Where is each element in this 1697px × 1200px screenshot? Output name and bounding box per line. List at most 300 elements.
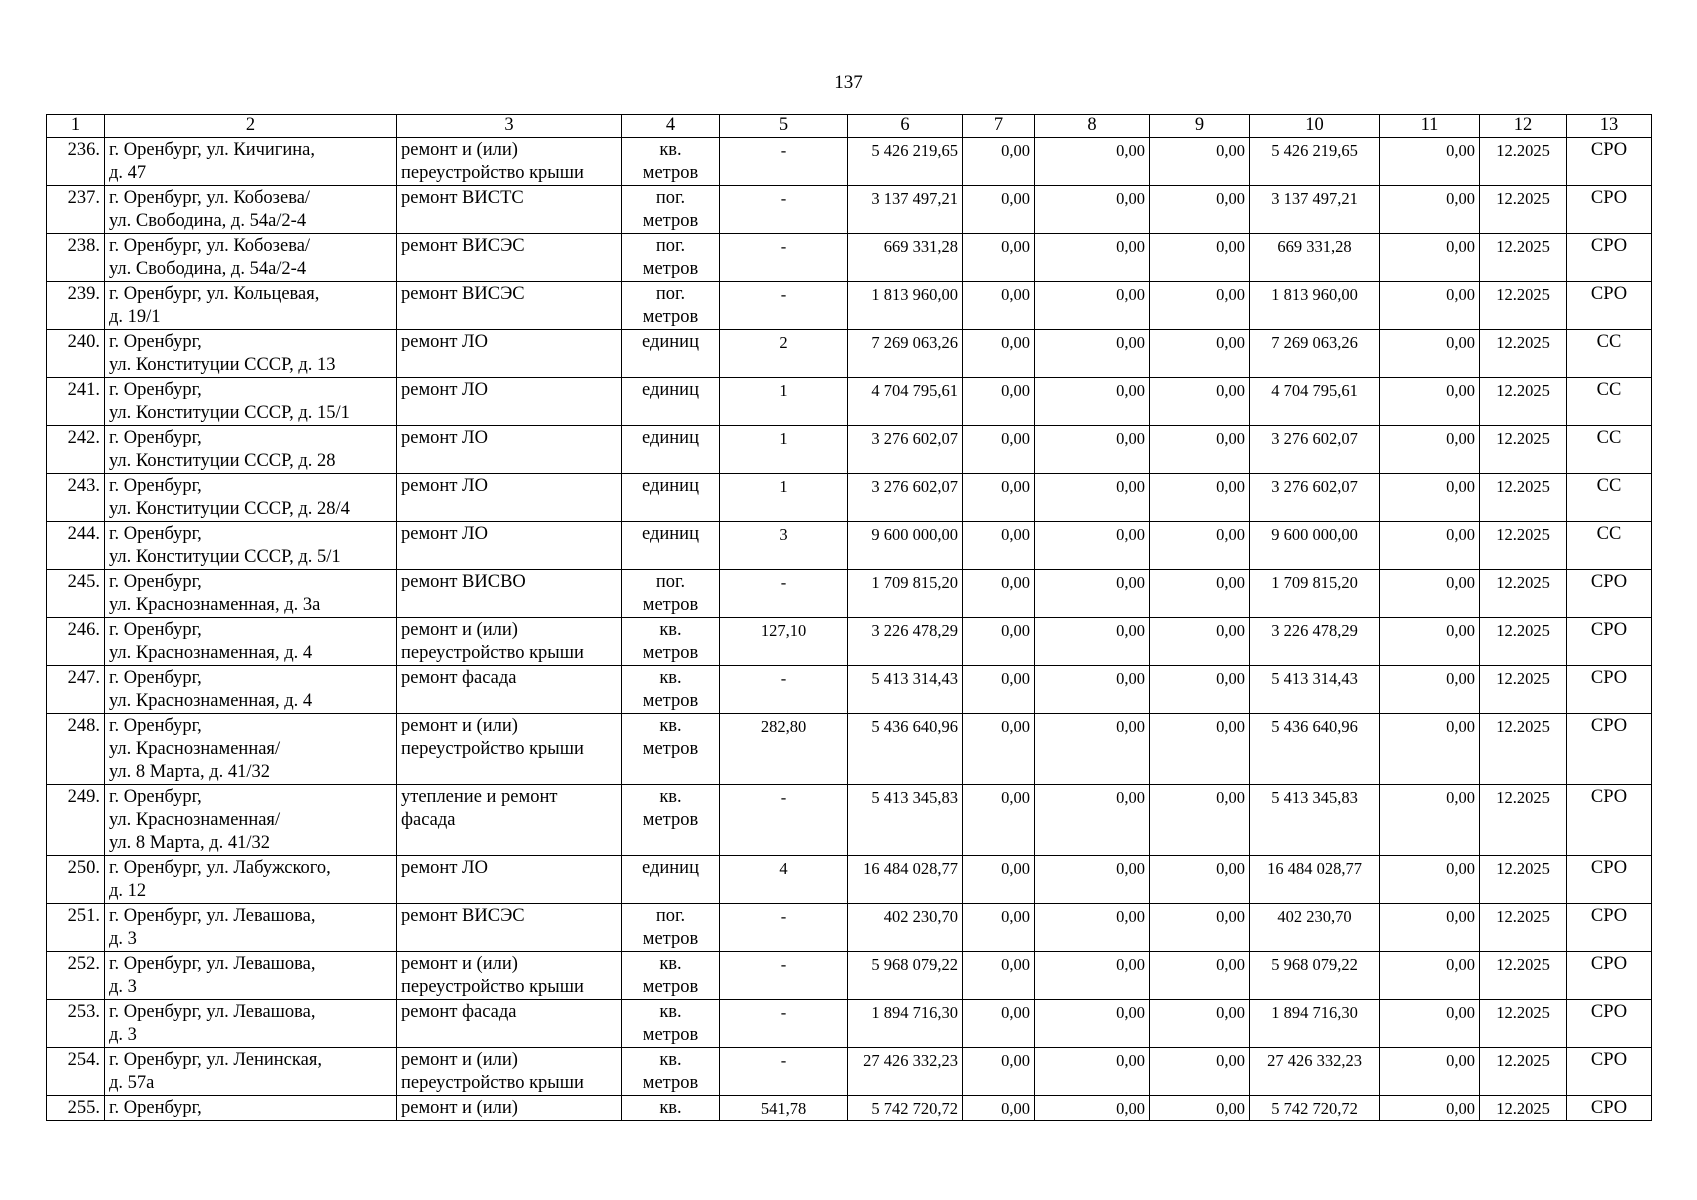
amount-cell-7: 0,00 <box>963 666 1035 714</box>
unit-cell <box>622 1096 720 1121</box>
address-cell <box>105 570 397 618</box>
amount-cell-7: 0,00 <box>963 904 1035 952</box>
column-header: 13 <box>1567 115 1652 138</box>
table-row <box>47 714 1652 785</box>
amount-cell-8: 0,00 <box>1035 138 1150 186</box>
quantity-cell: 282,80 <box>720 714 848 785</box>
address-cell-line: ул. Краснознаменная/ <box>109 810 281 830</box>
address-cell-line: г. Оренбург, ул. Лабужского, <box>109 858 331 878</box>
work-type-cell-line: ремонт ВИСЭС <box>401 236 525 256</box>
total-cost-cell: 5 413 345,83 <box>848 785 963 856</box>
unit-cell-line: пог. <box>655 572 686 592</box>
amount-cell-7: 0,00 <box>963 1000 1035 1048</box>
address-cell-line: д. 19/1 <box>109 307 161 327</box>
amount-cell-8: 0,00 <box>1035 474 1150 522</box>
unit-cell <box>622 618 720 666</box>
amount-cell-9: 0,00 <box>1150 1048 1250 1096</box>
row-number-cell: 238. <box>47 234 105 282</box>
completion-date-cell: 12.2025 <box>1480 330 1567 378</box>
total-cost-cell: 5 413 314,43 <box>848 666 963 714</box>
unit-cell-line: метров <box>642 643 699 663</box>
row-number-cell: 255. <box>47 1096 105 1121</box>
amount-cell-11: 0,00 <box>1380 138 1480 186</box>
work-type-cell-line: ремонт ЛО <box>401 858 488 878</box>
amount-cell-11: 0,00 <box>1380 1048 1480 1096</box>
amount-cell-7: 0,00 <box>963 1096 1035 1121</box>
funding-method-cell: СРО <box>1567 234 1652 282</box>
address-cell-line: д. 3 <box>109 977 137 997</box>
row-number-cell: 243. <box>47 474 105 522</box>
table-row <box>47 570 1652 618</box>
funding-method-cell: СРО <box>1567 904 1652 952</box>
work-type-cell <box>397 904 622 952</box>
amount-cell-10: 1 813 960,00 <box>1250 282 1380 330</box>
unit-cell-line: кв. <box>659 668 682 688</box>
funding-method-cell: СРО <box>1567 1048 1652 1096</box>
amount-cell-9: 0,00 <box>1150 138 1250 186</box>
amount-cell-9: 0,00 <box>1150 234 1250 282</box>
address-cell-line: д. 3 <box>109 929 137 949</box>
address-cell <box>105 856 397 904</box>
table-row <box>47 1048 1652 1096</box>
address-cell-line: г. Оренбург, ул. Кобозева/ <box>109 188 311 208</box>
row-number-cell: 236. <box>47 138 105 186</box>
unit-cell <box>622 856 720 904</box>
column-header: 6 <box>848 115 963 138</box>
table-row <box>47 186 1652 234</box>
amount-cell-10: 1 894 716,30 <box>1250 1000 1380 1048</box>
completion-date-cell: 12.2025 <box>1480 785 1567 856</box>
address-cell-line: г. Оренбург, <box>109 428 202 448</box>
address-cell-line: ул. Краснознаменная, д. 3а <box>109 595 321 615</box>
amount-cell-9: 0,00 <box>1150 1096 1250 1121</box>
amount-cell-8: 0,00 <box>1035 522 1150 570</box>
quantity-cell: 1 <box>720 426 848 474</box>
completion-date-cell: 12.2025 <box>1480 714 1567 785</box>
work-type-cell <box>397 856 622 904</box>
work-type-cell-line: переустройство крыши <box>401 163 584 183</box>
amount-cell-10: 3 276 602,07 <box>1250 426 1380 474</box>
work-type-cell-line: ремонт ЛО <box>401 332 488 352</box>
amount-cell-10: 402 230,70 <box>1250 904 1380 952</box>
row-number-cell: 245. <box>47 570 105 618</box>
quantity-cell: - <box>720 234 848 282</box>
table-row <box>47 904 1652 952</box>
total-cost-cell: 3 137 497,21 <box>848 186 963 234</box>
unit-cell-line: пог. <box>655 188 686 208</box>
completion-date-cell: 12.2025 <box>1480 522 1567 570</box>
amount-cell-8: 0,00 <box>1035 282 1150 330</box>
column-number-row <box>47 115 1652 138</box>
table-row <box>47 856 1652 904</box>
work-type-cell-line: ремонт ВИСЭС <box>401 284 525 304</box>
column-header: 9 <box>1150 115 1250 138</box>
amount-cell-11: 0,00 <box>1380 904 1480 952</box>
unit-cell-line: кв. <box>659 140 682 160</box>
address-cell <box>105 714 397 785</box>
address-cell-line: г. Оренбург, ул. Ленинская, <box>109 1050 322 1070</box>
column-header: 12 <box>1480 115 1567 138</box>
work-type-cell <box>397 785 622 856</box>
amount-cell-8: 0,00 <box>1035 904 1150 952</box>
column-header: 11 <box>1380 115 1480 138</box>
address-cell-line: ул. Конституции СССР, д. 13 <box>109 355 336 375</box>
work-type-cell <box>397 378 622 426</box>
amount-cell-11: 0,00 <box>1380 426 1480 474</box>
work-type-cell <box>397 1048 622 1096</box>
work-type-cell-line: ремонт ВИСЭС <box>401 906 525 926</box>
work-type-cell <box>397 1000 622 1048</box>
amount-cell-8: 0,00 <box>1035 1048 1150 1096</box>
unit-cell <box>622 1048 720 1096</box>
row-number-cell: 253. <box>47 1000 105 1048</box>
funding-method-cell: СРО <box>1567 856 1652 904</box>
completion-date-cell: 12.2025 <box>1480 138 1567 186</box>
funding-method-cell: СРО <box>1567 666 1652 714</box>
address-cell <box>105 330 397 378</box>
amount-cell-10: 669 331,28 <box>1250 234 1380 282</box>
quantity-cell: 1 <box>720 474 848 522</box>
work-type-cell-line: ремонт фасада <box>401 1002 517 1022</box>
unit-cell <box>622 330 720 378</box>
unit-cell <box>622 666 720 714</box>
unit-cell-line: метров <box>642 595 699 615</box>
row-number-cell: 252. <box>47 952 105 1000</box>
address-cell <box>105 904 397 952</box>
row-number-cell: 248. <box>47 714 105 785</box>
address-cell-line: г. Оренбург, <box>109 1098 202 1118</box>
work-type-cell-line: ремонт ЛО <box>401 428 488 448</box>
work-type-cell-line: ремонт ЛО <box>401 476 488 496</box>
amount-cell-10: 7 269 063,26 <box>1250 330 1380 378</box>
work-type-cell <box>397 714 622 785</box>
total-cost-cell: 669 331,28 <box>848 234 963 282</box>
total-cost-cell: 4 704 795,61 <box>848 378 963 426</box>
total-cost-cell: 402 230,70 <box>848 904 963 952</box>
unit-cell-line: пог. <box>655 906 686 926</box>
address-cell-line: г. Оренбург, <box>109 668 202 688</box>
amount-cell-9: 0,00 <box>1150 426 1250 474</box>
address-cell-line: ул. 8 Марта, д. 41/32 <box>109 762 271 782</box>
address-cell <box>105 1000 397 1048</box>
amount-cell-8: 0,00 <box>1035 426 1150 474</box>
address-cell-line: д. 3 <box>109 1025 137 1045</box>
amount-cell-8: 0,00 <box>1035 714 1150 785</box>
amount-cell-10: 3 276 602,07 <box>1250 474 1380 522</box>
address-cell-line: ул. Свободина, д. 54а/2-4 <box>109 259 307 279</box>
funding-method-cell: СРО <box>1567 570 1652 618</box>
address-cell <box>105 234 397 282</box>
table-row <box>47 474 1652 522</box>
row-number-cell: 249. <box>47 785 105 856</box>
completion-date-cell: 12.2025 <box>1480 1000 1567 1048</box>
amount-cell-11: 0,00 <box>1380 522 1480 570</box>
completion-date-cell: 12.2025 <box>1480 186 1567 234</box>
table-row <box>47 952 1652 1000</box>
completion-date-cell: 12.2025 <box>1480 234 1567 282</box>
address-cell <box>105 1048 397 1096</box>
amount-cell-11: 0,00 <box>1380 666 1480 714</box>
quantity-cell: - <box>720 282 848 330</box>
funding-method-cell: СРО <box>1567 282 1652 330</box>
amount-cell-9: 0,00 <box>1150 618 1250 666</box>
unit-cell-line: метров <box>642 810 699 830</box>
quantity-cell: - <box>720 570 848 618</box>
amount-cell-7: 0,00 <box>963 426 1035 474</box>
funding-method-cell: СРО <box>1567 1000 1652 1048</box>
address-cell-line: г. Оренбург, ул. Кобозева/ <box>109 236 311 256</box>
address-cell-line: ул. Конституции СССР, д. 5/1 <box>109 547 341 567</box>
amount-cell-7: 0,00 <box>963 618 1035 666</box>
amount-cell-9: 0,00 <box>1150 282 1250 330</box>
amount-cell-11: 0,00 <box>1380 714 1480 785</box>
amount-cell-7: 0,00 <box>963 138 1035 186</box>
table-row <box>47 378 1652 426</box>
work-type-cell <box>397 282 622 330</box>
address-cell-line: г. Оренбург, <box>109 620 202 640</box>
quantity-cell: - <box>720 1048 848 1096</box>
funding-method-cell: СС <box>1567 330 1652 378</box>
table-row <box>47 785 1652 856</box>
work-type-cell <box>397 474 622 522</box>
address-cell-line: г. Оренбург, <box>109 524 202 544</box>
quantity-cell: - <box>720 186 848 234</box>
work-type-cell-line: переустройство крыши <box>401 643 584 663</box>
address-cell-line: г. Оренбург, ул. Левашова, <box>109 906 316 926</box>
unit-cell-line: метров <box>642 739 699 759</box>
total-cost-cell: 1 894 716,30 <box>848 1000 963 1048</box>
unit-cell-line: кв. <box>659 787 682 807</box>
amount-cell-11: 0,00 <box>1380 330 1480 378</box>
amount-cell-11: 0,00 <box>1380 378 1480 426</box>
amount-cell-10: 5 413 345,83 <box>1250 785 1380 856</box>
amount-cell-10: 4 704 795,61 <box>1250 378 1380 426</box>
work-type-cell <box>397 522 622 570</box>
unit-cell <box>622 426 720 474</box>
amount-cell-8: 0,00 <box>1035 186 1150 234</box>
funding-method-cell: СС <box>1567 378 1652 426</box>
table-row <box>47 330 1652 378</box>
work-type-cell-line: ремонт и (или) <box>401 140 518 160</box>
amount-cell-7: 0,00 <box>963 856 1035 904</box>
work-type-cell <box>397 138 622 186</box>
funding-method-cell: СС <box>1567 522 1652 570</box>
amount-cell-11: 0,00 <box>1380 282 1480 330</box>
amount-cell-7: 0,00 <box>963 1048 1035 1096</box>
amount-cell-9: 0,00 <box>1150 904 1250 952</box>
work-type-cell-line: ремонт и (или) <box>401 1098 518 1118</box>
unit-cell-line: кв. <box>659 620 682 640</box>
amount-cell-7: 0,00 <box>963 474 1035 522</box>
table-row <box>47 426 1652 474</box>
table-row <box>47 666 1652 714</box>
amount-cell-10: 3 137 497,21 <box>1250 186 1380 234</box>
work-type-cell-line: ремонт ЛО <box>401 524 488 544</box>
table-row <box>47 234 1652 282</box>
funding-method-cell: СС <box>1567 426 1652 474</box>
unit-cell-line: кв. <box>659 1002 682 1022</box>
column-header: 8 <box>1035 115 1150 138</box>
amount-cell-7: 0,00 <box>963 952 1035 1000</box>
address-cell <box>105 1096 397 1121</box>
address-cell <box>105 426 397 474</box>
amount-cell-11: 0,00 <box>1380 474 1480 522</box>
completion-date-cell: 12.2025 <box>1480 378 1567 426</box>
amount-cell-7: 0,00 <box>963 234 1035 282</box>
unit-cell <box>622 378 720 426</box>
unit-cell <box>622 186 720 234</box>
address-cell <box>105 138 397 186</box>
total-cost-cell: 5 436 640,96 <box>848 714 963 785</box>
quantity-cell: 1 <box>720 378 848 426</box>
total-cost-cell: 3 276 602,07 <box>848 474 963 522</box>
completion-date-cell: 12.2025 <box>1480 856 1567 904</box>
address-cell-line: д. 47 <box>109 163 147 183</box>
amount-cell-9: 0,00 <box>1150 330 1250 378</box>
completion-date-cell: 12.2025 <box>1480 474 1567 522</box>
total-cost-cell: 9 600 000,00 <box>848 522 963 570</box>
address-cell-line: г. Оренбург, ул. Кольцевая, <box>109 284 320 304</box>
amount-cell-11: 0,00 <box>1380 618 1480 666</box>
completion-date-cell: 12.2025 <box>1480 952 1567 1000</box>
column-header: 1 <box>47 115 105 138</box>
unit-cell-line: метров <box>642 977 699 997</box>
amount-cell-9: 0,00 <box>1150 785 1250 856</box>
work-type-cell-line: ремонт ВИСВО <box>401 572 526 592</box>
total-cost-cell: 5 426 219,65 <box>848 138 963 186</box>
total-cost-cell: 7 269 063,26 <box>848 330 963 378</box>
amount-cell-7: 0,00 <box>963 785 1035 856</box>
unit-cell-line: метров <box>642 691 699 711</box>
amount-cell-7: 0,00 <box>963 570 1035 618</box>
row-number-cell: 254. <box>47 1048 105 1096</box>
amount-cell-10: 5 413 314,43 <box>1250 666 1380 714</box>
page-number: 137 <box>834 72 863 93</box>
address-cell-line: ул. Краснознаменная, д. 4 <box>109 691 313 711</box>
unit-cell-line: метров <box>642 929 699 949</box>
work-type-cell-line: ремонт ЛО <box>401 380 488 400</box>
address-cell-line: ул. Конституции СССР, д. 28/4 <box>109 499 350 519</box>
amount-cell-10: 5 968 079,22 <box>1250 952 1380 1000</box>
amount-cell-8: 0,00 <box>1035 952 1150 1000</box>
unit-cell-line: кв. <box>659 1098 682 1118</box>
unit-cell-line: единиц <box>642 858 699 878</box>
unit-cell-line: кв. <box>659 716 682 736</box>
row-number-cell: 242. <box>47 426 105 474</box>
funding-method-cell: СРО <box>1567 952 1652 1000</box>
unit-cell-line: метров <box>642 163 699 183</box>
funding-method-cell: СРО <box>1567 1096 1652 1121</box>
address-cell-line: ул. Краснознаменная, д. 4 <box>109 643 313 663</box>
amount-cell-9: 0,00 <box>1150 714 1250 785</box>
amount-cell-8: 0,00 <box>1035 666 1150 714</box>
address-cell-line: г. Оренбург, <box>109 476 202 496</box>
amount-cell-8: 0,00 <box>1035 785 1150 856</box>
column-header: 4 <box>622 115 720 138</box>
row-number-cell: 241. <box>47 378 105 426</box>
amount-cell-11: 0,00 <box>1380 952 1480 1000</box>
address-cell-line: ул. Конституции СССР, д. 15/1 <box>109 403 350 423</box>
completion-date-cell: 12.2025 <box>1480 1048 1567 1096</box>
funding-method-cell: СС <box>1567 474 1652 522</box>
work-type-cell-line: переустройство крыши <box>401 977 584 997</box>
quantity-cell: 541,78 <box>720 1096 848 1121</box>
work-type-cell <box>397 234 622 282</box>
address-cell <box>105 618 397 666</box>
amount-cell-8: 0,00 <box>1035 618 1150 666</box>
address-cell-line: г. Оренбург, <box>109 572 202 592</box>
row-number-cell: 239. <box>47 282 105 330</box>
completion-date-cell: 12.2025 <box>1480 1096 1567 1121</box>
unit-cell <box>622 952 720 1000</box>
address-cell-line: ул. Краснознаменная/ <box>109 739 281 759</box>
unit-cell <box>622 1000 720 1048</box>
amount-cell-7: 0,00 <box>963 330 1035 378</box>
unit-cell-line: метров <box>642 307 699 327</box>
row-number-cell: 250. <box>47 856 105 904</box>
work-type-cell-line: фасада <box>401 810 456 830</box>
amount-cell-11: 0,00 <box>1380 856 1480 904</box>
row-number-cell: 247. <box>47 666 105 714</box>
work-type-cell-line: ремонт и (или) <box>401 954 518 974</box>
amount-cell-8: 0,00 <box>1035 234 1150 282</box>
quantity-cell: 127,10 <box>720 618 848 666</box>
amount-cell-10: 5 436 640,96 <box>1250 714 1380 785</box>
amount-cell-8: 0,00 <box>1035 330 1150 378</box>
work-type-cell <box>397 426 622 474</box>
work-type-cell <box>397 1096 622 1121</box>
address-cell-line: ул. Конституции СССР, д. 28 <box>109 451 336 471</box>
quantity-cell: 4 <box>720 856 848 904</box>
unit-cell-line: метров <box>642 1073 699 1093</box>
amount-cell-7: 0,00 <box>963 282 1035 330</box>
unit-cell-line: метров <box>642 259 699 279</box>
work-type-cell-line: ремонт и (или) <box>401 620 518 640</box>
amount-cell-9: 0,00 <box>1150 1000 1250 1048</box>
unit-cell-line: пог. <box>655 236 686 256</box>
work-type-cell-line: ремонт фасада <box>401 668 517 688</box>
address-cell-line: г. Оренбург, ул. Кичигина, <box>109 140 316 160</box>
amount-cell-8: 0,00 <box>1035 378 1150 426</box>
unit-cell <box>622 138 720 186</box>
row-number-cell: 237. <box>47 186 105 234</box>
address-cell-line: г. Оренбург, <box>109 787 202 807</box>
column-header: 7 <box>963 115 1035 138</box>
unit-cell-line: единиц <box>642 524 699 544</box>
work-type-cell <box>397 666 622 714</box>
row-number-cell: 240. <box>47 330 105 378</box>
address-cell-line: ул. Свободина, д. 54а/2-4 <box>109 211 307 231</box>
total-cost-cell: 1 709 815,20 <box>848 570 963 618</box>
work-type-cell-line: ремонт и (или) <box>401 1050 518 1070</box>
work-type-cell <box>397 618 622 666</box>
quantity-cell: 2 <box>720 330 848 378</box>
unit-cell-line: кв. <box>659 1050 682 1070</box>
work-type-cell <box>397 186 622 234</box>
unit-cell-line: единиц <box>642 332 699 352</box>
table-row <box>47 618 1652 666</box>
completion-date-cell: 12.2025 <box>1480 570 1567 618</box>
work-type-cell <box>397 330 622 378</box>
total-cost-cell: 16 484 028,77 <box>848 856 963 904</box>
column-header: 3 <box>397 115 622 138</box>
amount-cell-8: 0,00 <box>1035 1096 1150 1121</box>
table-row <box>47 138 1652 186</box>
completion-date-cell: 12.2025 <box>1480 666 1567 714</box>
address-cell <box>105 522 397 570</box>
amount-cell-9: 0,00 <box>1150 378 1250 426</box>
amount-cell-9: 0,00 <box>1150 186 1250 234</box>
